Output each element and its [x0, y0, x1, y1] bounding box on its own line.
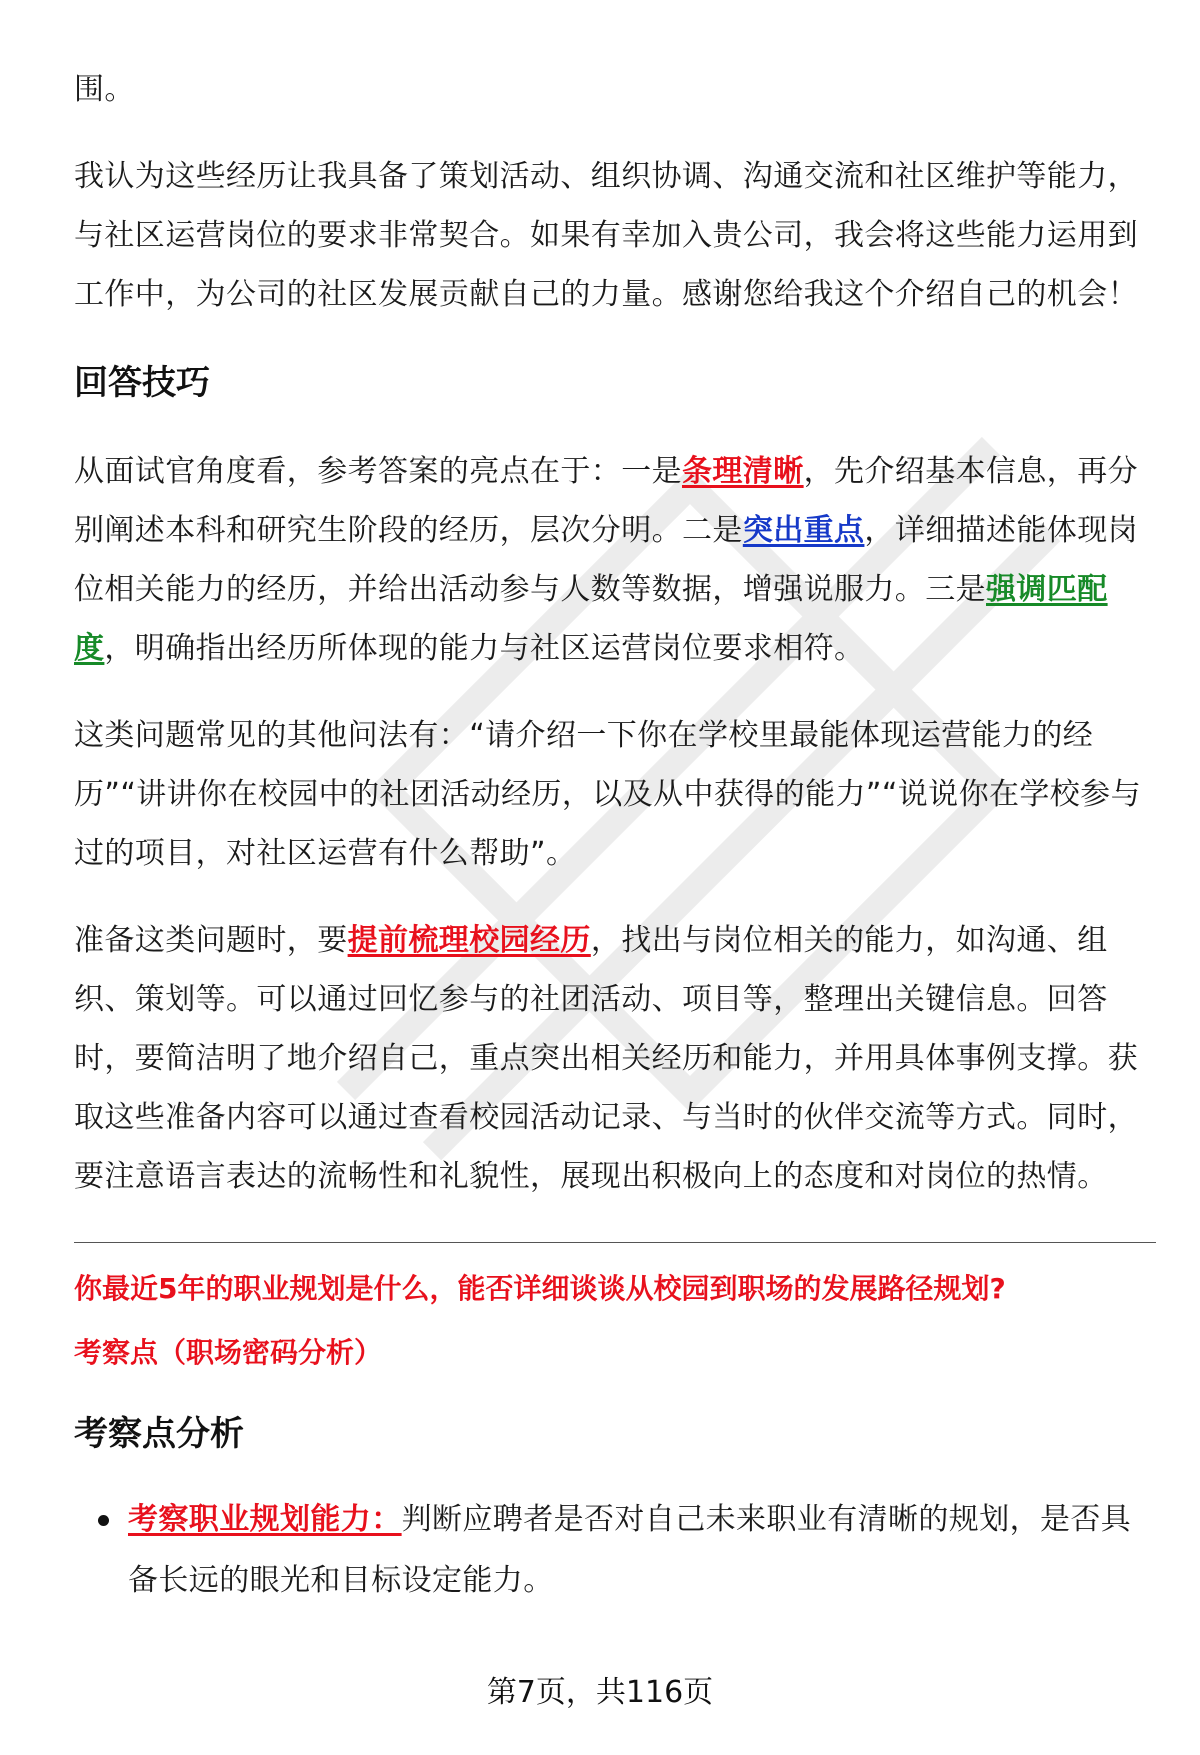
paragraph-continuation: 围。	[74, 72, 135, 107]
prep-text-1: 准备这类问题时，要	[74, 923, 348, 958]
highlight-key-points: 突出重点	[742, 513, 865, 548]
analysis-text: 判断应聘者是否对自己未来职业有清晰的规划，是否具备长远的眼光和目标设定能力。	[128, 1502, 1132, 1598]
page-number-footer: 第7页，共116页	[486, 1675, 714, 1710]
highlight-match-degree: 强调匹配度	[74, 572, 1108, 666]
interview-question: 你最近5年的职业规划是什么，能否详细谈谈从校园到职场的发展路径规划?	[74, 1272, 1006, 1305]
paragraph-tips	[74, 442, 1154, 678]
tips-text-3: ，详细描述能体现岗位相关能力的经历，并给出活动参与人数等数据，增强说服力。三是	[74, 513, 1139, 607]
document-content	[74, 60, 1154, 1611]
tips-text-2: ，先介绍基本信息，再分别阐述本科和研究生阶段的经历，层次分明。二是	[74, 454, 1139, 548]
heading-answer-tips: 回答技巧	[74, 363, 210, 403]
tips-text-1: 从面试官角度看，参考答案的亮点在于：一是	[74, 454, 682, 489]
exam-point-label: 考察点（职场密码分析）	[74, 1336, 383, 1369]
paragraph-self-summary: 我认为这些经历让我具备了策划活动、组织协调、沟通交流和社区维护等能力，与社区运营岗位的要求非常契合。如果有幸加入贵公司，我会将这些能力运用到工作中，为公司的社区发展贡献自己的力量。感谢您给我这个介绍自己的机会！	[74, 159, 1138, 312]
prep-text-2: ，找出与岗位相关的能力，如沟通、组织、策划等。可以通过回忆参与的社团活动、项目等，整理出关键信息。回答时，要简洁明了地介绍自己，重点突出相关经历和能力，并用具体事例支撑。获取这些准备内容可以通过查看校园活动记录、与当时的伙伴交流等方式。同时，要注意语言表达的流畅性和礼貌性，展现出积极向上的态度和对岗位的热情。	[74, 923, 1138, 1194]
paragraph-preparation	[74, 911, 1154, 1206]
highlight-career-planning: 考察职业规划能力：	[128, 1502, 402, 1537]
highlight-campus-experience: 提前梳理校园经历	[347, 923, 591, 958]
paragraph-variants: 这类问题常见的其他问法有：“请介绍一下你在学校里最能体现运营能力的经历”“讲讲你在校园中的社团活动经历，以及从中获得的能力”“说说你在学校参与过的项目，对社区运营有什么帮助”。	[74, 718, 1141, 871]
list-item	[74, 1489, 1154, 1611]
bullet-icon	[98, 1515, 109, 1526]
analysis-list	[74, 1489, 1154, 1611]
tips-text-4: ，明确指出经历所体现的能力与社区运营岗位要求相符。	[104, 631, 865, 666]
highlight-clear-structure: 条理清晰	[682, 454, 804, 489]
heading-analysis: 考察点分析	[74, 1414, 244, 1454]
